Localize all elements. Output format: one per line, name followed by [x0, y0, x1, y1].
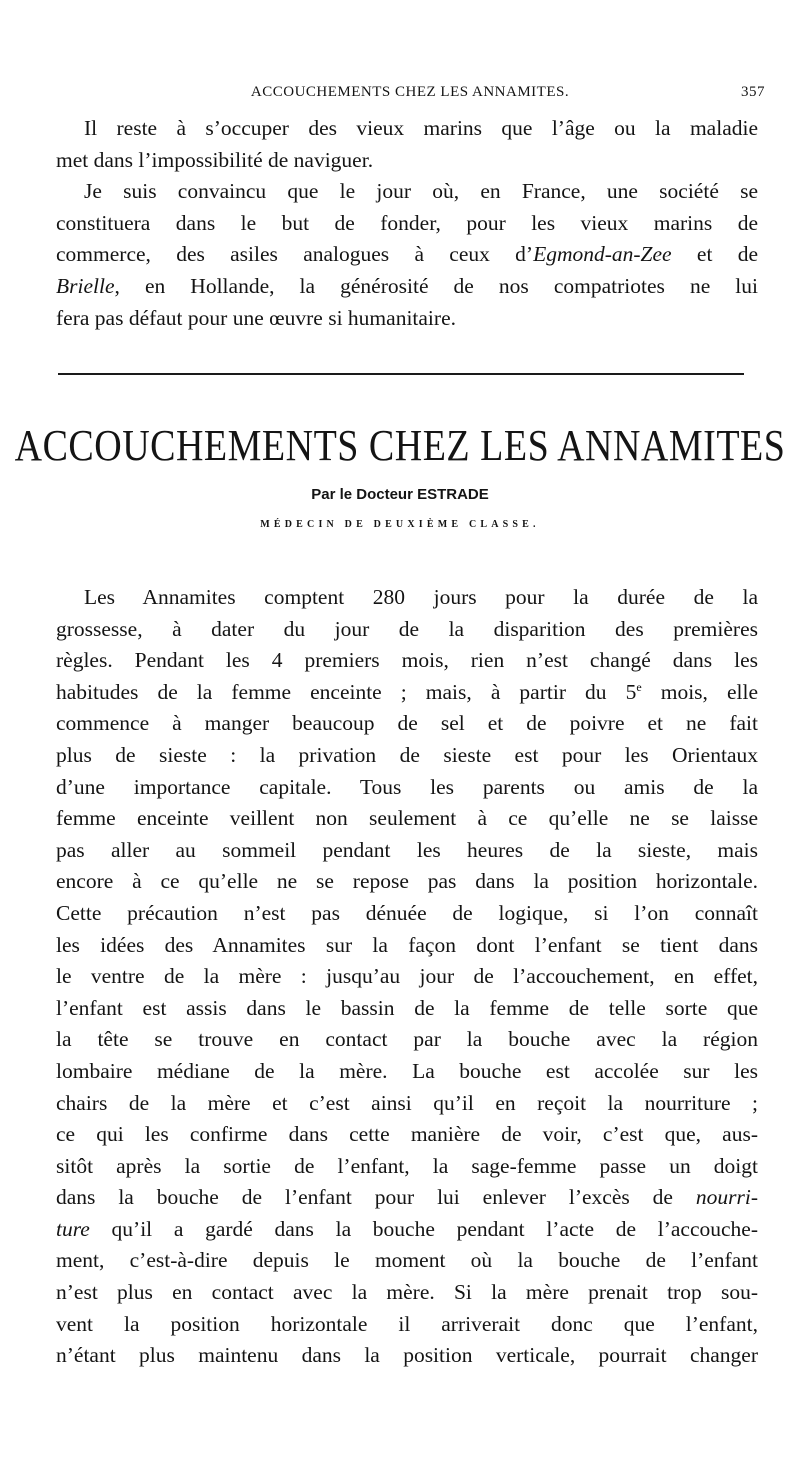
text-line: commerce, des asiles analogues à ceux d’Egmond-an-Zee et de: [56, 242, 758, 267]
text-line: fera pas défaut pour une œuvre si humanitaire.: [56, 305, 456, 330]
place-name-italic: Egmond-an-Zee: [533, 242, 672, 267]
text-line: ment, c’est-à-dire depuis le moment où la bouche de l’enfant: [56, 1248, 758, 1273]
author-affiliation: MÉDECIN DE DEUXIÈME CLASSE.: [260, 519, 540, 530]
place-name-italic: Brielle: [56, 273, 115, 298]
text-line: constituera dans le but de fonder, pour les vieux marins de: [56, 210, 758, 235]
text-line: les idées des Annamites sur la façon dont l’enfant se tient dans: [56, 932, 758, 957]
text-line: la tête se trouve en contact par la bouche avec la région: [56, 1027, 758, 1052]
text-line: vent la position horizontale il arriverait donc que l’enfant,: [56, 1311, 758, 1336]
text-line: l’enfant est assis dans le bassin de la femme de telle sorte que: [56, 995, 758, 1020]
text-line: commence à manger beaucoup de sel et de poivre et ne fait: [56, 711, 758, 736]
text-line: n’étant plus maintenu dans la position verticale, pourrait changer: [56, 1343, 758, 1368]
text-line: le ventre de la mère : jusqu’au jour de l’accouchement, en effet,: [56, 964, 758, 989]
running-head-title: ACCOUCHEMENTS CHEZ LES ANNAMITES.: [250, 84, 570, 100]
text-line: plus de sieste : la privation de sieste est pour les Orientaux: [56, 742, 758, 767]
emphasis-italic: nourri-: [695, 1185, 758, 1210]
article-title: ACCOUCHEMENTS CHEZ LES ANNAMITES: [14, 421, 786, 471]
text-line: sitôt après la sortie de l’enfant, la sage-femme passe un doigt: [56, 1153, 758, 1178]
text-line: grossesse, à dater du jour de la disparition des premières: [56, 616, 758, 641]
text-line: ce qui les confirme dans cette manière de voir, c’est que, aus-: [56, 1122, 758, 1147]
text-line: ture qu’il a gardé dans la bouche pendant l’acte de l’accouche-: [56, 1216, 758, 1241]
text-line: d’une importance capitale. Tous les parents ou amis de la: [56, 774, 758, 799]
text-line: Brielle, en Hollande, la générosité de nos compatriotes ne lui: [56, 273, 758, 298]
text-line: femme enceinte veillent non seulement à ce qu’elle ne se laisse: [56, 806, 758, 831]
text-line: règles. Pendant les 4 premiers mois, rien n’est changé dans les: [56, 648, 758, 673]
text-line: lombaire médiane de la mère. La bouche est accolée sur les: [56, 1058, 758, 1083]
text-line: chairs de la mère et c’est ainsi qu’il en reçoit la nourriture ;: [56, 1090, 758, 1115]
text-line: encore à ce qu’elle ne se repose pas dans la position horizontale.: [56, 869, 758, 894]
section-divider: [58, 373, 744, 375]
text-line: Les Annamites comptent 280 jours pour la durée de la: [84, 585, 758, 609]
text-line: n’est plus en contact avec la mère. Si la mère prenait trop sou-: [56, 1280, 758, 1305]
emphasis-italic: ture: [56, 1216, 90, 1241]
previous-article-ending: [56, 113, 758, 334]
text-line: dans la bouche de l’enfant pour lui enlever l’excès de nourri-: [56, 1185, 758, 1210]
text-line: habitudes de la femme enceinte ; mais, à partir du 5e mois, elle: [56, 679, 758, 704]
superscript: e: [636, 679, 642, 694]
text-line: Il reste à s’occuper des vieux marins que l’âge ou la maladie: [84, 116, 758, 140]
text-line: pas aller au sommeil pendant les heures de la sieste, mais: [56, 837, 758, 862]
text-line: met dans l’impossibilité de naviguer.: [56, 147, 374, 172]
article-body: [56, 582, 758, 1372]
article-author: Par le Docteur ESTRADE: [311, 486, 489, 503]
text-line: Je suis convaincu que le jour où, en France, une société se: [84, 179, 758, 204]
text-line: Cette précaution n’est pas dénuée de logique, si l’on connaît: [56, 900, 758, 925]
page-number: 357: [741, 84, 765, 100]
